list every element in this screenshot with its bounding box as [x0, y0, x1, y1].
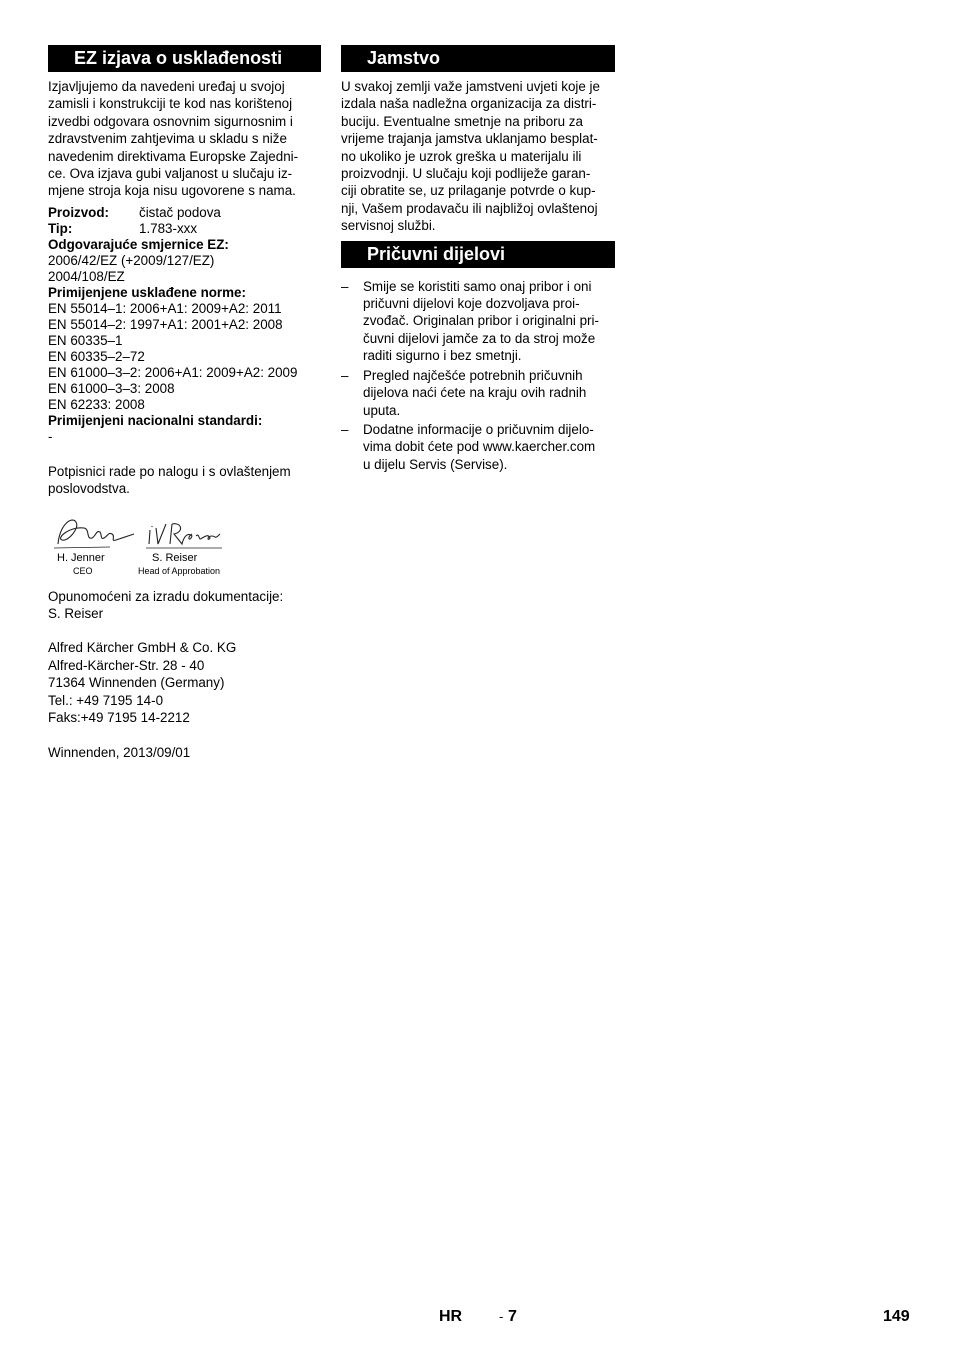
national-standards-value: -: [48, 428, 53, 444]
norm-item: EN 62233: 2008: [48, 396, 145, 412]
company-address: Alfred Kärcher GmbH & Co. KG Alfred-Kärcher-Str. 28 - 40 71364 Winnenden (Germany) Tel.: +49 7195 14-0 Faks:+49 7195 14-2212: [48, 640, 237, 726]
norms-label: Primijenjene usklađene norme:: [48, 284, 246, 300]
signature-jenner-image: [50, 514, 138, 554]
signer2-role: Head of Approbation: [138, 565, 221, 576]
directive-item: 2004/108/EZ: [48, 268, 125, 284]
type-value: 1.783-xxx: [139, 220, 198, 236]
spare-parts-heading: Pričuvni dijelovi: [341, 241, 615, 268]
declaration-intro: Izjavljujemo da navedeni uređaj u svojoj zamisli i konstrukciji te kod nas korištenoj izvedbi odgovara osnovnim sigurnosnim i zdravstvenim zahtjevima u skladu s niže navedenim direktivama Europske Zajedni- ce. Ova izjava gubi valjanost u slučaju iz- mjene stroja koja nisu ugovorene s nama.: [48, 79, 299, 199]
language-code: HR: [439, 1308, 463, 1325]
product-value: čistač podova: [139, 204, 221, 220]
signatures: [48, 514, 321, 574]
national-standards-label: Primijenjeni nacionalni standardi:: [48, 412, 263, 428]
list-item: – Dodatne informacije o pričuvnim dijelo- vima dobit ćete pod www.kaercher.com u dijelu Servis (Servise).: [341, 421, 615, 473]
list-item: – Smije se koristiti samo onaj pribor i oni pričuvni dijelovi koje dozvoljava proi- zvođač. Originalan pribor i originalni pri- čuvni dijelovi jamče za to da stroj može raditi sigurno i bez smetnji.: [341, 278, 615, 365]
signer2-name: S. Reiser: [152, 551, 198, 564]
signer1-role: CEO: [73, 565, 93, 576]
norm-item: EN 55014–1: 2006+A1: 2009+A2: 2011: [48, 300, 282, 316]
page-number: 149: [883, 1308, 910, 1325]
warranty-heading: Jamstvo: [341, 45, 615, 72]
spare-parts-list: [341, 278, 615, 473]
right-column: [341, 45, 615, 475]
norm-item: EN 61000–3–2: 2006+A1: 2009+A2: 2009: [48, 364, 298, 380]
product-row: [48, 205, 321, 221]
product-label: Proizvod:: [48, 204, 110, 220]
list-item: – Pregled najčešće potrebnih pričuvnih dijelova naći ćete na kraju ovih radnih uputa.: [341, 367, 615, 419]
type-row: [48, 221, 321, 237]
left-column: [48, 45, 321, 761]
product-details: [48, 205, 321, 445]
signers-intro: Potpisnici rade po nalogu i s ovlaštenjem poslovodstva.: [48, 463, 291, 497]
norm-item: EN 61000–3–3: 2008: [48, 380, 175, 396]
place-date: Winnenden, 2013/09/01: [48, 744, 191, 760]
norm-item: EN 60335–2–72: [48, 348, 145, 364]
directives-label: Odgovarajuće smjernice EZ:: [48, 236, 229, 252]
documentation-authority: Opunomoćeni za izradu dokumentacije: S. Reiser: [48, 588, 284, 622]
signature-reiser-image: [146, 518, 226, 552]
directive-item: 2006/42/EZ (+2009/127/EZ): [48, 252, 215, 268]
norm-item: EN 60335–1: [48, 332, 123, 348]
signer1-name: H. Jenner: [57, 551, 105, 564]
footer-dash: -: [499, 1309, 504, 1324]
declaration-heading: EZ izjava o usklađenosti: [48, 45, 321, 72]
norm-item: EN 55014–2: 1997+A1: 2001+A2: 2008: [48, 316, 283, 332]
section-page-number: 7: [508, 1308, 517, 1325]
warranty-text: U svakoj zemlji važe jamstveni uvjeti koje je izdala naša nadležna organizacija za distri- buciju. Eventualne smetnje na priboru za vrijeme trajanja jamstva uklanjamo besplat- no ukoliko je uzrok greška u materijalu ili proizvodnji. U slučaju koji podliježe garan- ciji obratite se, uz prilaganje potvrde o kup- nji, Vašem prodavaču ili najbližoj ovlaštenoj servisnoj službi.: [341, 79, 600, 234]
type-label: Tip:: [48, 220, 73, 236]
